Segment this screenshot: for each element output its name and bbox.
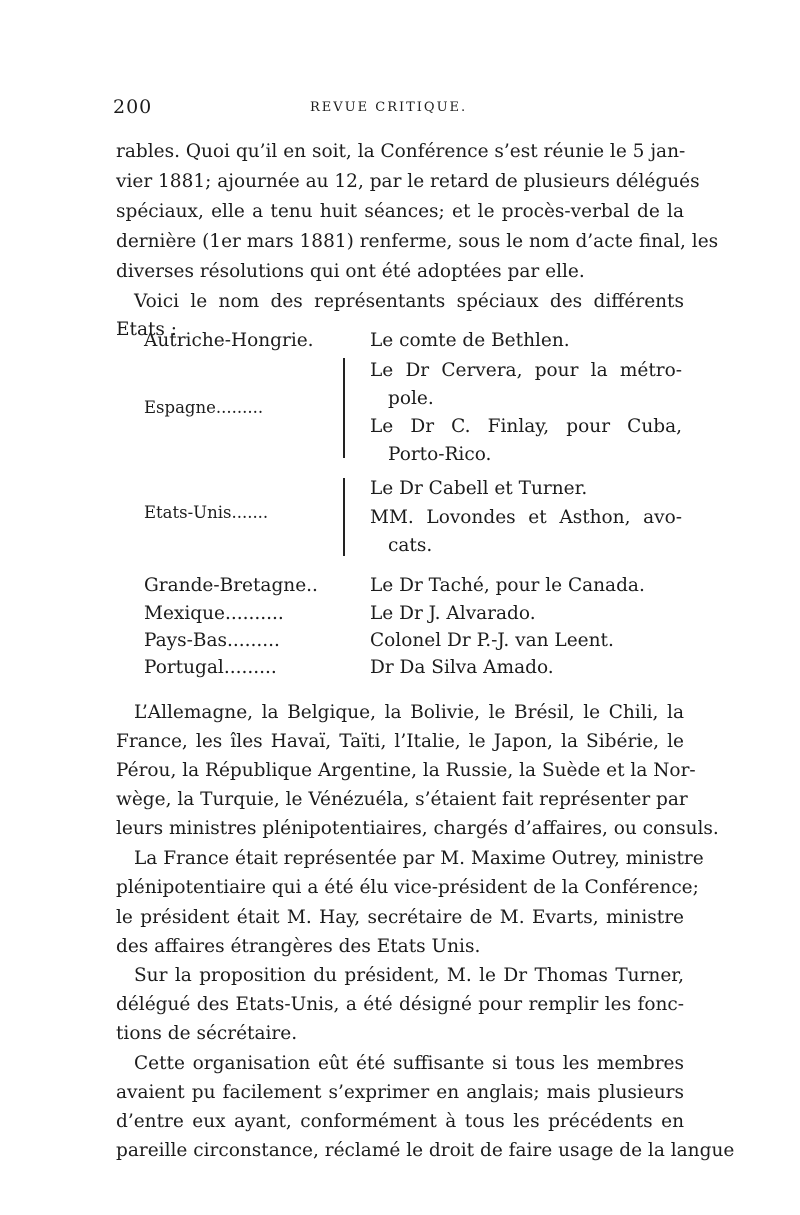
delegate-line: Colonel Dr P.-J. van Leent. [370, 630, 614, 651]
text-line: Etats : [116, 319, 178, 340]
text-line: avaient pu facilement s’exprimer en anglais; mais plusieurs [116, 1082, 684, 1103]
country-label: Etats-Unis....... [144, 503, 269, 522]
text-line: France, les îles Havaï, Taïti, l’Italie, le Japon, la Sibérie, le [116, 731, 684, 752]
country-label: Portugal......... [144, 657, 277, 678]
country-label: Autriche-Hongrie. [144, 330, 314, 351]
country-label: Mexique.......... [144, 603, 284, 624]
text-line: Sur la proposition du président, M. le Dr Thomas Turner, [134, 965, 684, 986]
text-line: wège, la Turquie, le Vénézuéla, s’étaient fait représenter par [116, 789, 688, 810]
delegate-line: pole. [388, 388, 434, 409]
text-line: délégué des Etats-Unis, a été désigné pour remplir les fonc- [116, 994, 684, 1015]
brace [343, 358, 349, 458]
text-line: des affaires étrangères des Etats Unis. [116, 936, 481, 957]
text-line: d’entre eux ayant, conformément à tous les précédents en [116, 1111, 684, 1132]
text-line: rables. Quoi qu’il en soit, la Conférence s’est réunie le 5 jan- [116, 141, 686, 162]
text-line: Pérou, la République Argentine, la Russie, la Suède et la Nor- [116, 760, 696, 781]
text-line: pareille circonstance, réclamé le droit de faire usage de la langue [116, 1140, 735, 1161]
brace [343, 478, 349, 556]
text-line: le président était M. Hay, secrétaire de M. Evarts, ministre [116, 907, 684, 928]
text-line: L’Allemagne, la Belgique, la Bolivie, le Brésil, le Chili, la [134, 702, 684, 723]
text-line: leurs ministres plénipotentiaires, chargés d’affaires, ou consuls. [116, 818, 719, 839]
text-line: plénipotentiaire qui a été élu vice-président de la Conférence; [116, 877, 699, 898]
page-number: 200 [113, 96, 153, 118]
delegate-line: cats. [388, 535, 433, 556]
text-line: diverses résolutions qui ont été adoptées par elle. [116, 261, 585, 282]
page-header [113, 96, 683, 124]
text-line: spéciaux, elle a tenu huit séances; et le procès-verbal de la [116, 201, 684, 222]
delegate-line: Le Dr Taché, pour le Canada. [370, 575, 645, 596]
delegate-line: Porto-Rico. [388, 444, 492, 465]
text-line: vier 1881; ajournée au 12, par le retard de plusieurs délégués [116, 171, 700, 192]
text-line: Voici le nom des représentants spéciaux des différents [134, 291, 684, 312]
delegate-line: Dr Da Silva Amado. [370, 657, 554, 678]
delegate-line: Le Dr Cervera, pour la métro- [370, 360, 682, 381]
text-line: Cette organisation eût été suffisante si tous les membres [134, 1053, 684, 1074]
country-label: Pays-Bas......... [144, 630, 280, 651]
text-line: La France était représentée par M. Maxime Outrey, ministre [134, 848, 704, 869]
country-label: Espagne......... [144, 398, 264, 417]
country-label: Grande-Bretagne.. [144, 575, 318, 596]
running-title: REVUE CRITIQUE. [310, 100, 468, 115]
delegate-line: Le comte de Bethlen. [370, 330, 570, 351]
text-line: tions de sécrétaire. [116, 1023, 298, 1044]
delegate-line: MM. Lovondes et Asthon, avo- [370, 507, 682, 528]
delegate-line: Le Dr C. Finlay, pour Cuba, [370, 416, 682, 437]
delegate-line: Le Dr J. Alvarado. [370, 603, 536, 624]
delegate-line: Le Dr Cabell et Turner. [370, 478, 588, 499]
text-line: dernière (1er mars 1881) renferme, sous le nom d’acte final, les [116, 231, 719, 252]
